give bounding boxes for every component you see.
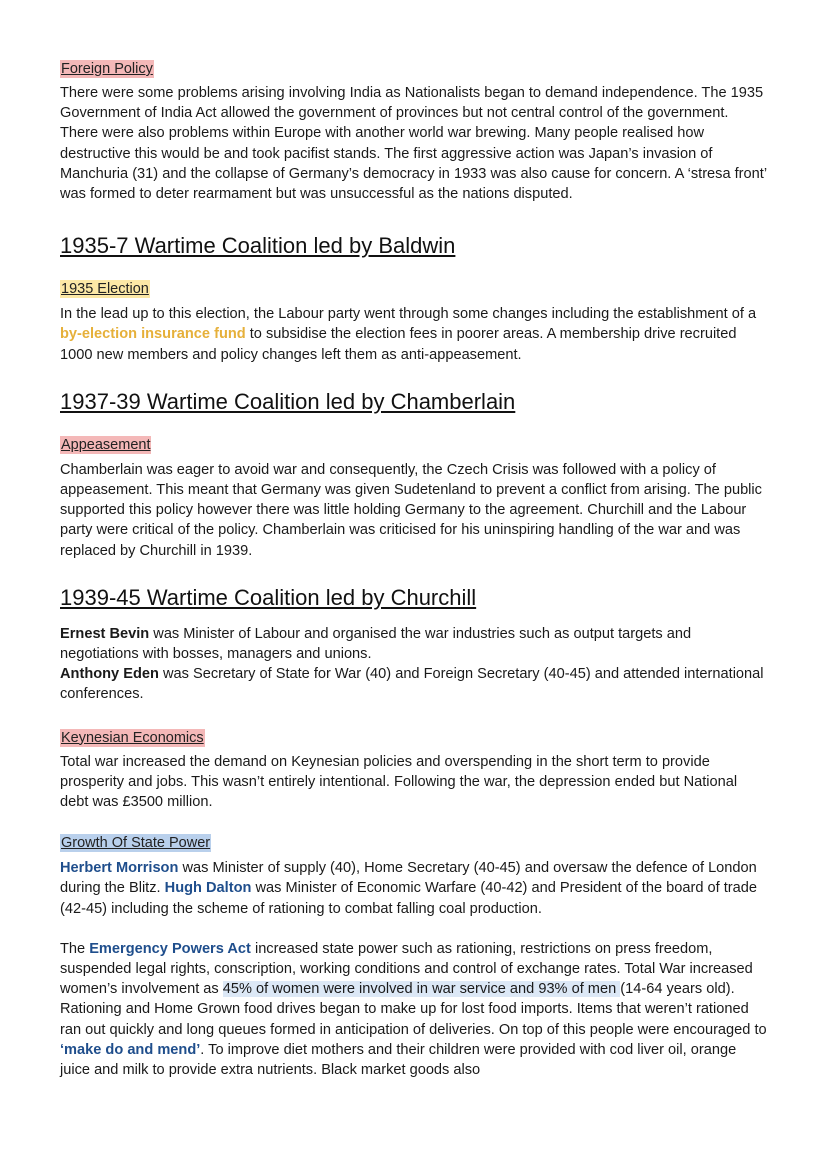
- paragraph-keynesian: Total war increased the demand on Keynesian policies and overspending in the short term to provide prosperity and jobs. This wasn’t entirely intentional. Following the war, the depression ended but National debt was £3500 million.: [60, 753, 738, 811]
- text-segment: was Minister of Economic Warfare (40-42) and President of the board of trade (42-45) including the scheme of rationing to combat falling coal production.: [60, 880, 758, 917]
- heading-baldwin: 1935-7 Wartime Coalition led by Baldwin: [60, 233, 456, 259]
- text-segment: to subsidise the election fees in poorer areas. A membership drive recruited 1000 new members and policy changes left them as anti-appeasement.: [60, 326, 737, 363]
- paragraph-bevin: [60, 624, 768, 664]
- paragraph-1935-election: [60, 304, 768, 365]
- text-segment: . To improve diet mothers and their children were provided with cod liver oil, orange juice and milk to provide extra nutrients. Black market goods also: [60, 1041, 737, 1079]
- name-dalton: Hugh Dalton: [164, 880, 252, 897]
- paragraph-ministers: [60, 858, 768, 919]
- section-label-keynesian: Keynesian Economics: [61, 729, 204, 746]
- text-segment: was Minister of supply (40), Home Secretary (40-45) and oversaw the defence of London during the Blitz.: [60, 860, 757, 897]
- name-bevin: Ernest Bevin: [60, 625, 150, 642]
- section-label-1935-election: 1935 Election: [61, 281, 149, 298]
- text-segment: increased state power such as rationing, restrictions on press freedom, suspended legal rights, conscription, working conditions and control of exchange rates. Total War increased women’s involvement as: [60, 940, 753, 998]
- highlight-insurance-fund: by-election insurance fund: [60, 326, 246, 343]
- heading-churchill: 1939-45 Wartime Coalition led by Churchill: [60, 584, 477, 610]
- name-morrison: Herbert Morrison: [60, 860, 179, 877]
- paragraph-emergency-powers: [60, 939, 768, 1080]
- heading-chamberlain: 1937-39 Wartime Coalition led by Chamberlain: [60, 388, 516, 414]
- text-segment: In the lead up to this election, the Labour party went through some changes including the establishment of a: [60, 306, 757, 323]
- paragraph-eden: [60, 664, 768, 704]
- name-eden: Anthony Eden: [60, 666, 159, 683]
- text-segment: was Secretary of State for War (40) and Foreign Secretary (40-45) and attended international conferences.: [60, 666, 764, 703]
- paragraph-foreign-policy: There were some problems arising involving India as Nationalists began to demand independence. The 1935 Government of India Act allowed the government of provinces but not central control of the government. There were also problems within Europe with another world war brewing. Many people realised how destructive this would be and took pacifist stands. The first aggressive action was Japan’s invasion of Manchuria (31) and the collapse of Germany’s democracy in 1933 was also cause for concern. A ‘stresa front’ was formed to deter rearmament but was unsuccessful as the nations disputed.: [60, 85, 767, 203]
- text-segment: The: [60, 940, 90, 957]
- section-label-appeasement: Appeasement: [61, 436, 151, 453]
- slogan-make-do-and-mend: ‘make do and mend’: [60, 1041, 201, 1058]
- highlight-war-service-stat: 45% of women were involved in war service and 93% of men: [222, 981, 621, 998]
- text-segment: was Minister of Labour and organised the war industries such as output targets and negotiations with bosses, managers and unions.: [60, 625, 692, 663]
- paragraph-appeasement: Chamberlain was eager to avoid war and consequently, the Czech Crisis was followed with a policy of appeasement. This meant that Germany was given Sudetenland to prevent a conflict from arising. The public supported this policy however there was little holding Germany to the agreement. Churchill and the Labour party were critical of the policy. Chamberlain was criticised for his uninspiring handling of the war and was replaced by Churchill in 1939.: [60, 461, 762, 559]
- section-label-foreign-policy: Foreign Policy: [61, 61, 153, 77]
- text-segment: (14-64 years old). Rationing and Home Grown food drives began to make up for lost food imports. Items that weren’t rationed ran out quickly and long queues formed in anticipation of deliveries. On top of this people were encouraged to: [60, 981, 767, 1038]
- name-emergency-powers-act: Emergency Powers Act: [89, 940, 251, 957]
- document-page: [60, 60, 768, 1080]
- section-label-state-power: Growth Of State Power: [61, 835, 211, 852]
